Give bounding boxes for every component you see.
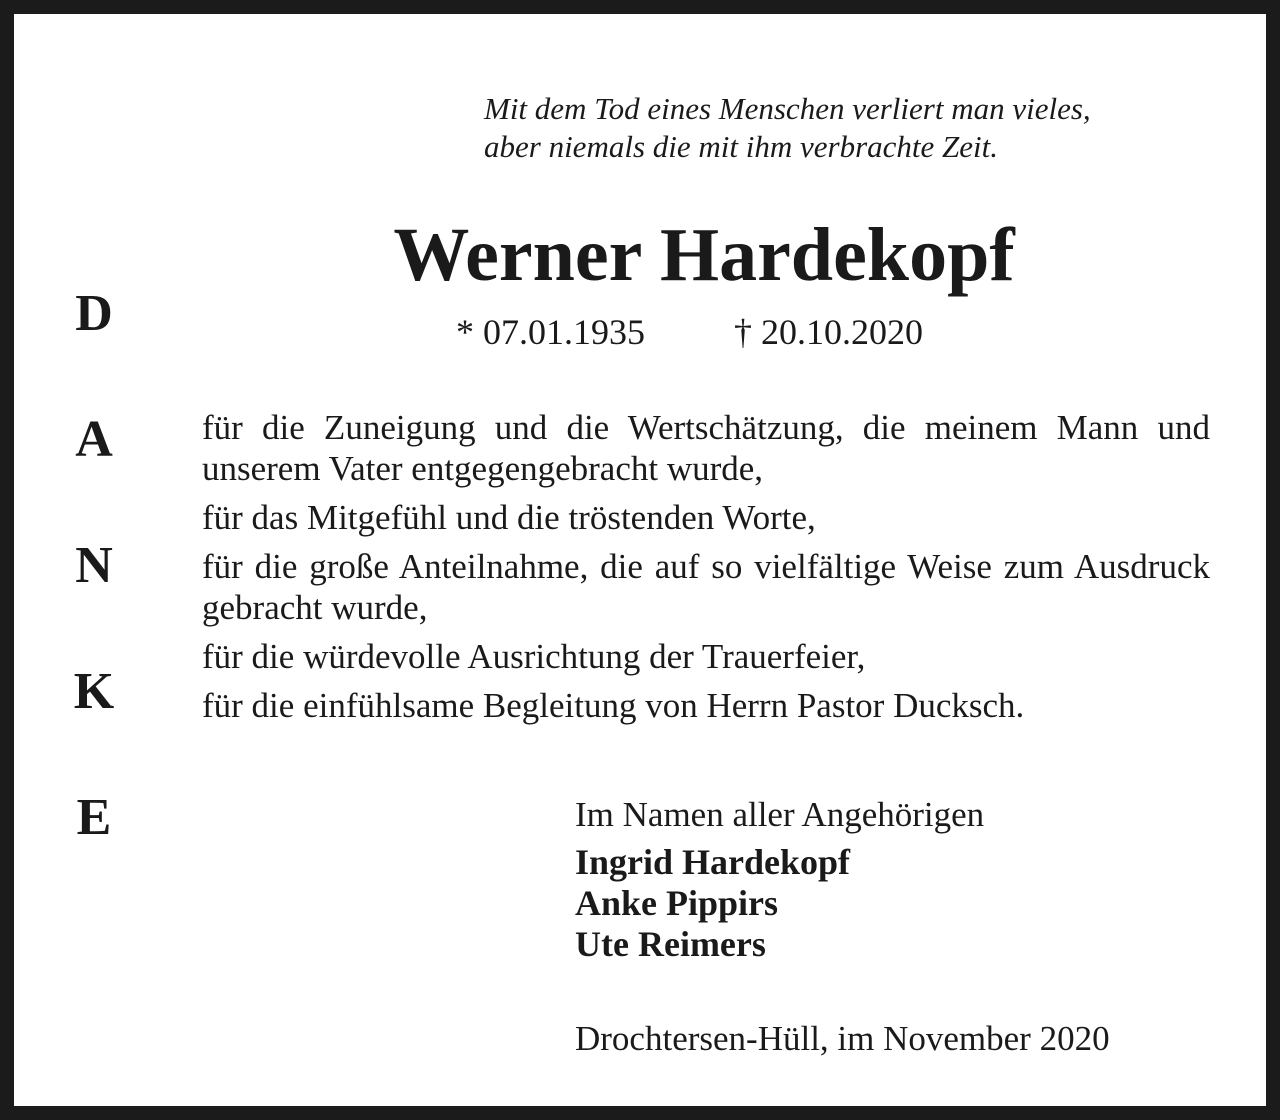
danke-letter: D (75, 285, 113, 342)
signoff-intro: Im Namen aller Angehörigen (575, 795, 985, 834)
quote-line-2: aber niemals die mit ihm verbrachte Zeit. (484, 129, 998, 164)
thanks-item: für die Zuneigung und die Wertschätzung, die meinem Mann und unserem Vater entgegengebracht wurde, (202, 408, 1210, 488)
place-and-date: Drochtersen-Hüll, im November 2020 (575, 1019, 1110, 1058)
thanks-list (202, 407, 1210, 734)
danke-letter: N (75, 537, 113, 594)
mourner-names (575, 842, 1215, 965)
birth-date: * 07.01.1935 (456, 312, 645, 352)
danke-letter: A (75, 411, 113, 468)
thanks-item: für die große Anteilnahme, die auf so vielfältige Weise zum Ausdruck gebracht wurde, (202, 547, 1210, 627)
thanks-item: für die würdevolle Ausrichtung der Trauerfeier, (202, 637, 866, 676)
mourner-name: Ute Reimers (575, 924, 766, 964)
danke-letter: K (73, 663, 115, 720)
thanks-item: für die einfühlsame Begleitung von Herrn Pastor Ducksch. (202, 686, 1025, 725)
quote-line-1: Mit dem Tod eines Menschen verliert man vieles, (484, 91, 1091, 126)
death-date: † 20.10.2020 (734, 312, 923, 352)
danke-letter: E (76, 789, 112, 846)
mourner-name: Anke Pippirs (575, 883, 779, 923)
signoff-block (575, 794, 1215, 965)
mourner-name: Ingrid Hardekopf (575, 842, 851, 882)
deceased-name: Werner Hardekopf (393, 213, 1015, 297)
memorial-quote (484, 90, 1244, 166)
thanks-item: für das Mitgefühl und die tröstenden Worte, (202, 498, 816, 537)
